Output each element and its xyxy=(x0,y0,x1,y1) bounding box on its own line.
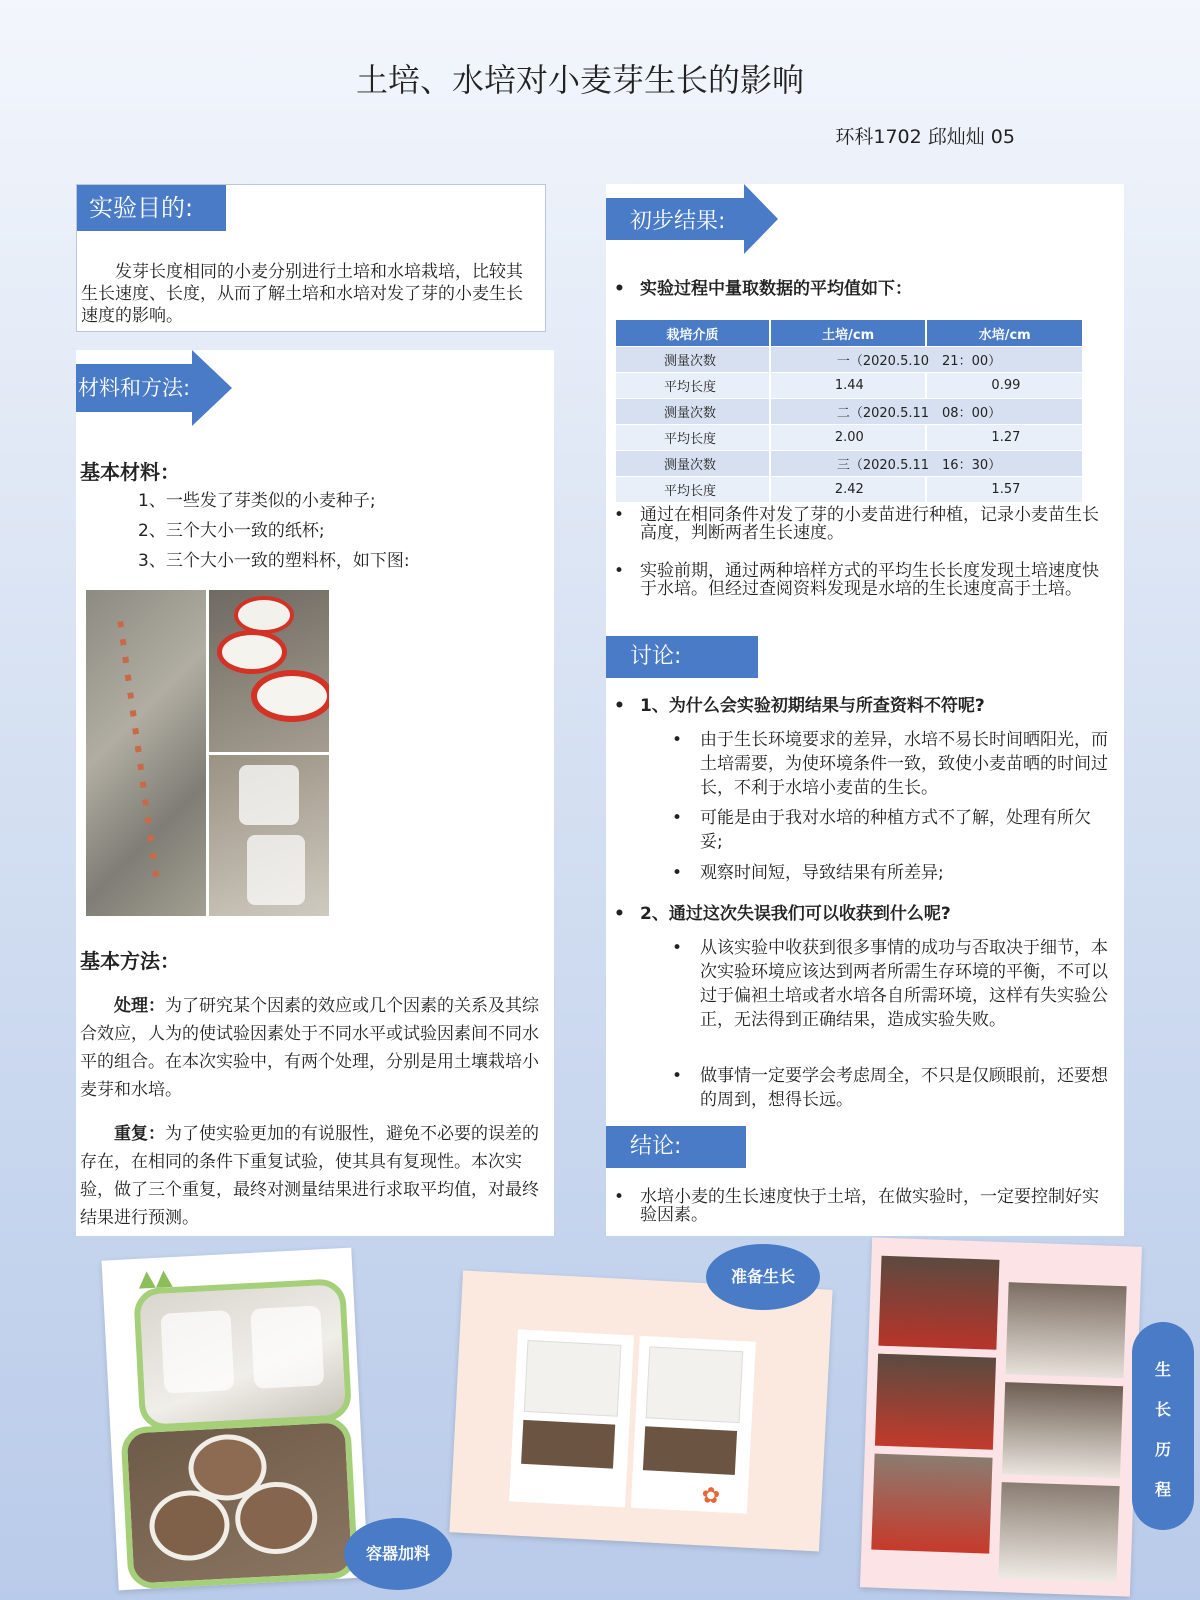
material-item-1: 1、一些发了芽类似的小麦种子; xyxy=(138,491,376,511)
methods-heading-arrow xyxy=(76,350,232,426)
table-header-soil: 土培/cm xyxy=(770,320,927,347)
treatment-text: 为了研究某个因素的效应或几个因素的关系及其综合效应，人为的使试验因素处于不同水平或试验因素间不同水平的组合。在本次实验中，有两个处理，分别是用土壤栽培小麦芽和水培。 xyxy=(80,996,539,1100)
materials-photo-seeds xyxy=(86,590,206,916)
table-cell-label: 测量次数 xyxy=(616,347,770,373)
results-bullet-1: • 通过在相同条件对发了芽的小麦苗进行种植，记录小麦苗生长高度，判断两者生长速度。 xyxy=(640,506,1110,542)
methods-heading-basic: 基本方法： xyxy=(80,949,180,973)
growth-label-char-2: 长 xyxy=(1154,1400,1171,1419)
conclusion-heading: 结论: xyxy=(606,1126,746,1168)
table-cell-label: 平均长度 xyxy=(616,373,770,399)
page-title: 土培、水培对小麦芽生长的影响 xyxy=(355,61,804,99)
results-heading-arrow xyxy=(606,184,778,254)
table-row xyxy=(616,399,1083,425)
growth-photo-card xyxy=(860,1237,1142,1596)
treatment-label: 处理： xyxy=(114,996,165,1016)
growth-photo-6 xyxy=(998,1482,1119,1582)
growth-label-char-4: 程 xyxy=(1154,1480,1171,1499)
repeat-text: 为了使实验更加的有说服性，避免不必要的误差的存在，在相同的条件下重复试验，使其具有复现性。本次实验，做了三个重复，最终对测量结果进行求取平均值，对最终结果进行预测。 xyxy=(80,1124,539,1228)
results-panel xyxy=(606,184,1124,1236)
repeat-label: 重复： xyxy=(114,1124,165,1144)
discussion-q2-point-2: • 做事情一定要学会考虑周全，不只是仅顾眼前，还要想的周到，想得长远。 xyxy=(700,1064,1112,1112)
materials-photo-plastic-cups xyxy=(209,755,329,916)
growth-label-char-3: 历 xyxy=(1154,1440,1171,1459)
growth-photo-1 xyxy=(878,1256,999,1350)
prepare-photo-card xyxy=(449,1270,832,1551)
results-heading: 初步结果: xyxy=(630,209,726,234)
discussion-q1-point-2: • 可能是由于我对水培的种植方式不了解，处理有所欠妥; xyxy=(700,806,1112,854)
results-intro: • 实验过程中量取数据的平均值如下： xyxy=(640,279,1110,299)
repeat-paragraph xyxy=(80,1120,548,1232)
table-cell-label: 平均长度 xyxy=(616,425,770,451)
material-item-3: 3、三个大小一致的塑料杯，如下图: xyxy=(138,551,410,571)
discussion-q2-point-1: • 从该实验中收获到很多事情的成功与否取决于细节，本次实验环境应该达到两者所需生存环境的平衡，不可以过于偏袒土培或者水培各自所需环境，这样有失实验公正，无法得到正确结果，造成实验失败。 xyxy=(700,936,1112,1032)
table-cell-soil: 2.42 xyxy=(770,477,927,503)
table-cell-soil: 2.00 xyxy=(770,425,927,451)
discussion-q1-point-3: • 观察时间短，导致结果有所差异; xyxy=(700,861,1112,885)
table-cell-water: 1.57 xyxy=(926,477,1083,503)
container-photo-soil xyxy=(120,1416,358,1590)
growth-photo-5 xyxy=(871,1454,992,1554)
results-table xyxy=(616,320,1084,502)
materials-photo-paper-cups xyxy=(209,590,329,752)
prepare-photo-left xyxy=(509,1329,634,1507)
material-item-2: 2、三个大小一致的纸杯; xyxy=(138,521,325,541)
table-row xyxy=(616,373,1083,399)
growth-photo-2 xyxy=(1005,1282,1126,1378)
table-cell-label: 平均长度 xyxy=(616,477,770,503)
table-cell-measure: 一（2020.5.10 21：00） xyxy=(770,347,1083,373)
flower-icon: ✿ xyxy=(700,1483,721,1510)
table-row xyxy=(616,425,1083,451)
discussion-q2: • 2、通过这次失误我们可以收获到什么呢? xyxy=(640,904,1110,924)
results-bullet-2: • 实验前期，通过两种培样方式的平均生长长度发现土培速度快于水培。但经过查阅资料发现是水培的生长速度高于土培。 xyxy=(640,562,1110,598)
table-cell-measure: 三（2020.5.11 16：30） xyxy=(770,451,1083,477)
purpose-heading: 实验目的: xyxy=(77,185,226,231)
discussion-heading: 讨论: xyxy=(606,636,758,678)
container-photo-card xyxy=(102,1248,369,1591)
purpose-text: 发芽长度相同的小麦分别进行土培和水培栽培，比较其生长速度、长度，从而了解土培和水培对发了芽的小麦生长速度的影响。 xyxy=(81,262,523,326)
table-header-water: 水培/cm xyxy=(926,320,1083,347)
conclusion-text: • 水培小麦的生长速度快于土培，在做实验时，一定要控制好实验因素。 xyxy=(640,1188,1110,1224)
materials-heading: 基本材料： xyxy=(80,460,180,484)
treatment-paragraph xyxy=(80,992,548,1104)
prepare-label-badge: 准备生长 xyxy=(706,1244,820,1310)
discussion-q1: • 1、为什么会实验初期结果与所查资料不符呢? xyxy=(640,696,1110,716)
container-label-badge: 容器加料 xyxy=(344,1518,452,1590)
growth-photo-4 xyxy=(1002,1382,1123,1478)
author-line: 环科1702 邱灿灿 05 xyxy=(835,126,1015,148)
table-row xyxy=(616,451,1083,477)
growth-label-badge xyxy=(1132,1322,1194,1530)
prepare-photo-right xyxy=(631,1336,756,1514)
methods-heading: 材料和方法: xyxy=(78,376,191,400)
tree-icon: ▲▲ xyxy=(137,1265,174,1292)
table-cell-water: 0.99 xyxy=(926,373,1083,399)
table-cell-label: 测量次数 xyxy=(616,451,770,477)
discussion-q1-point-1: • 由于生长环境要求的差异，水培不易长时间晒阳光，而土培需要，为使环境条件一致，致使小麦苗晒的时间过长，不利于水培小麦苗的生长。 xyxy=(700,728,1112,800)
growth-photo-3 xyxy=(875,1354,996,1450)
table-cell-soil: 1.44 xyxy=(770,373,927,399)
growth-label-char-1: 生 xyxy=(1154,1360,1171,1379)
container-photo-plastic xyxy=(133,1278,352,1431)
methods-panel xyxy=(76,350,554,1236)
purpose-panel xyxy=(76,184,546,332)
table-cell-measure: 二（2020.5.11 08：00） xyxy=(770,399,1083,425)
table-cell-label: 测量次数 xyxy=(616,399,770,425)
table-row xyxy=(616,477,1083,503)
table-cell-water: 1.27 xyxy=(926,425,1083,451)
table-header-medium: 栽培介质 xyxy=(616,320,770,347)
table-row xyxy=(616,347,1083,373)
